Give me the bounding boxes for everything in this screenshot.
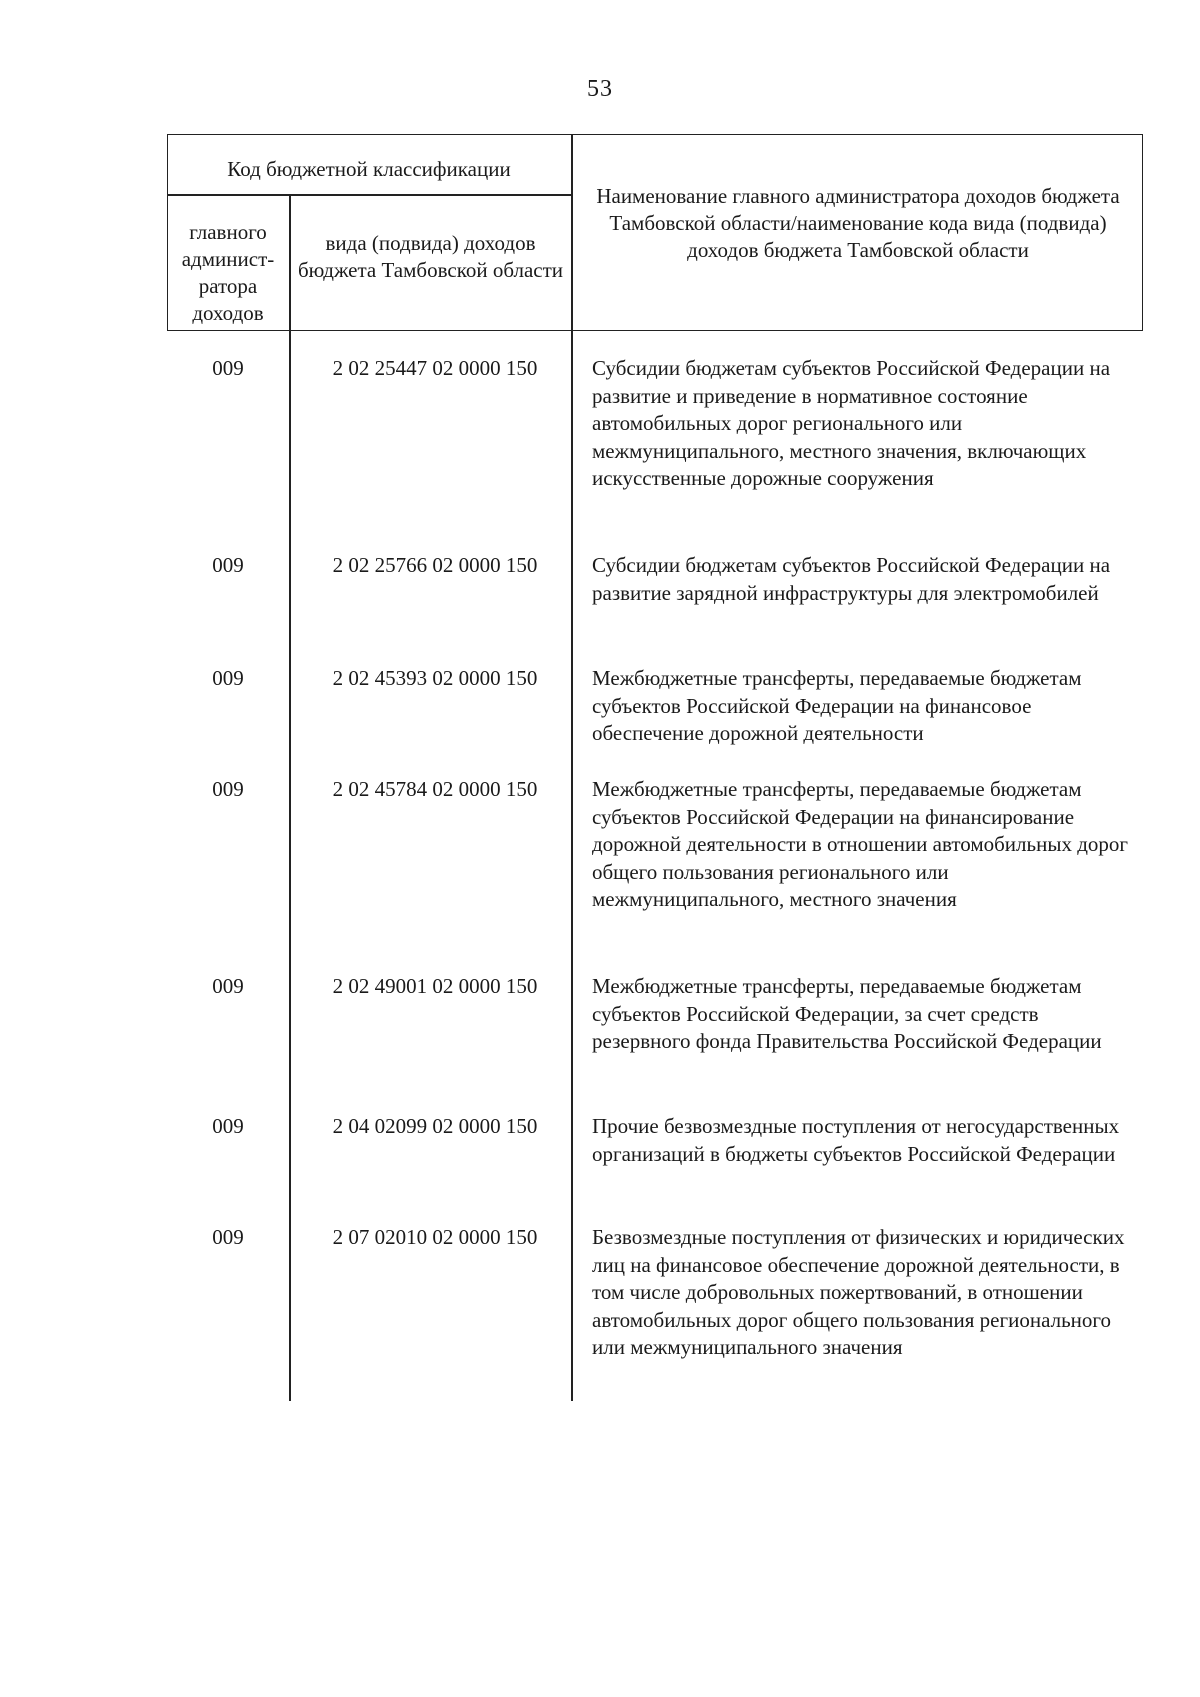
row-budget-code: 2 02 45393 02 0000 150: [332, 666, 538, 690]
row-admin-code: 009: [212, 777, 244, 801]
row-description: Безвозмездные поступления от физических и юридических лиц на финансовое обеспечение дорожной деятельности, в том числе добровольных пожертвований, в отношении автомобильных дорог общего пользования регионального или межмуниципального значения: [592, 1225, 1125, 1359]
header-col-name: Наименование главного администратора доходов бюджета Тамбовской области/наименование кода вида (подвида) доходов бюджета Тамбовской области: [596, 184, 1120, 262]
row-description: Прочие безвозмездные поступления от негосударственных организаций в бюджеты субъектов Российской Федерации: [592, 1114, 1120, 1166]
row-admin-code: 009: [212, 356, 244, 380]
header-col-code: вида (подвида) доходов бюджета Тамбовской области: [297, 231, 564, 282]
row-budget-code: 2 07 02010 02 0000 150: [332, 1225, 538, 1249]
row-description: Межбюджетные трансферты, передаваемые бюджетам субъектов Российской Федерации на финансирование дорожной деятельности в отношении автомобильных дорог общего пользования регионального или межмуниципального, местного значения: [592, 777, 1129, 911]
header-kbk-title: Код бюджетной классификации: [227, 157, 511, 181]
row-budget-code: 2 04 02099 02 0000 150: [332, 1114, 538, 1138]
row-budget-code: 2 02 45784 02 0000 150: [332, 777, 538, 801]
row-description: Субсидии бюджетам субъектов Российской Федерации на развитие зарядной инфраструктуры для электромобилей: [592, 553, 1111, 605]
row-description: Межбюджетные трансферты, передаваемые бюджетам субъектов Российской Федерации на финансовое обеспечение дорожной деятельности: [592, 666, 1082, 745]
row-description: Межбюджетные трансферты, передаваемые бюджетам субъектов Российской Федерации, за счет средств резервного фонда Правительства Российской Федерации: [592, 974, 1102, 1053]
row-description: Субсидии бюджетам субъектов Российской Федерации на развитие и приведение в нормативное состояние автомобильных дорог регионального или межмуниципального, местного значения, включающих искусственные дорожные сооружения: [592, 356, 1111, 490]
row-admin-code: 009: [212, 553, 244, 577]
row-budget-code: 2 02 25447 02 0000 150: [332, 356, 538, 380]
row-admin-code: 009: [212, 1225, 244, 1249]
header-col-admin: главного админист-ратора доходов: [181, 220, 275, 325]
row-admin-code: 009: [212, 1114, 244, 1138]
page-number: 53: [587, 76, 613, 102]
row-admin-code: 009: [212, 974, 244, 998]
row-budget-code: 2 02 49001 02 0000 150: [332, 974, 538, 998]
row-budget-code: 2 02 25766 02 0000 150: [332, 553, 538, 577]
header-divider-horizontal: [167, 194, 571, 196]
row-admin-code: 009: [212, 666, 244, 690]
